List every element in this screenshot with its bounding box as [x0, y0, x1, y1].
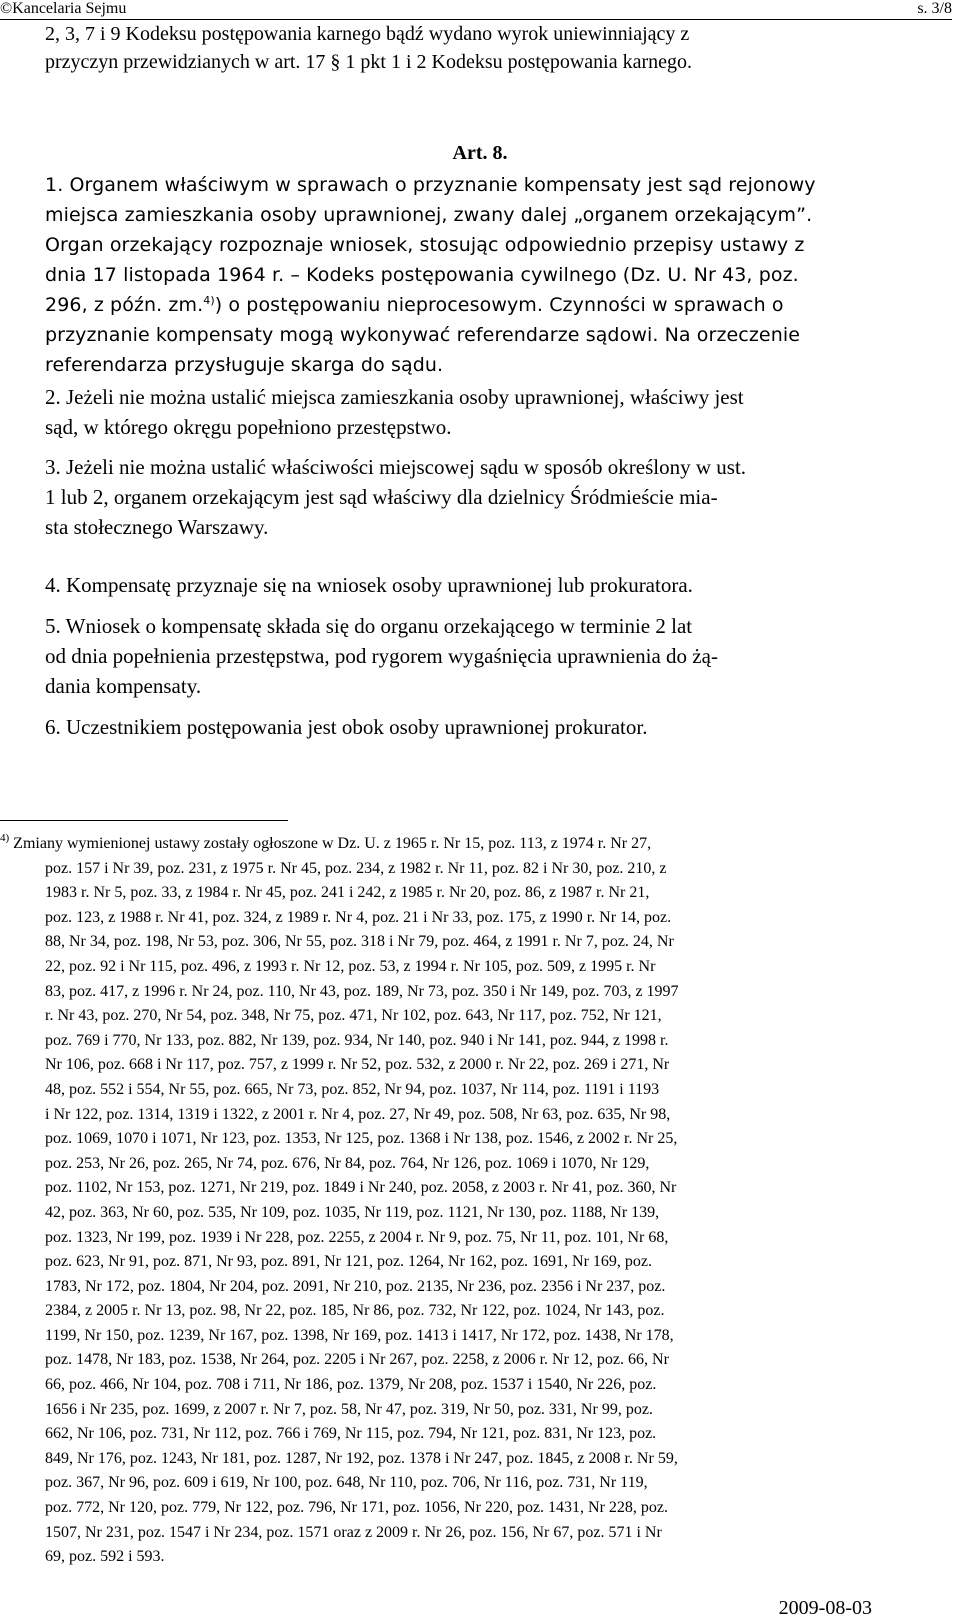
footnote-line: poz. 367, Nr 96, poz. 609 i 619, Nr 100, poz. 648, Nr 110, poz. 706, Nr 116, poz. 731, Nr 119,	[45, 1474, 648, 1492]
footnote-line: poz. 769 i 770, Nr 133, poz. 882, Nr 139, poz. 934, Nr 140, poz. 940 i Nr 141, poz. 944, z 1998 r.	[45, 1031, 669, 1049]
text-line	[45, 290, 900, 320]
paragraph-5	[45, 611, 900, 701]
text-line: dania kompensaty.	[45, 674, 202, 698]
text-line: od dnia popełnienia przestępstwa, pod rygorem wygaśnięcia uprawnienia do żą-	[45, 644, 718, 668]
footnote-line: r. Nr 43, poz. 270, Nr 54, poz. 348, Nr 75, poz. 471, Nr 102, poz. 643, Nr 117, poz. 752, Nr 121,	[45, 1007, 662, 1025]
footnote-line: poz. 1323, Nr 199, poz. 1939 i Nr 228, poz. 2255, z 2004 r. Nr 9, poz. 75, Nr 11, poz. 101, Nr 68,	[45, 1228, 669, 1246]
footnote-first-line	[0, 832, 870, 857]
footnote-line: 48, poz. 552 i 554, Nr 55, poz. 665, Nr 73, poz. 852, Nr 94, poz. 1037, Nr 114, poz. 1191 i 1193	[45, 1080, 660, 1098]
paragraph-6	[45, 712, 900, 742]
footnote-line: poz. 623, Nr 91, poz. 871, Nr 93, poz. 891, Nr 121, poz. 1264, Nr 162, poz. 1691, Nr 169, poz.	[45, 1253, 653, 1271]
footnote-line: i Nr 122, poz. 1314, 1319 i 1322, z 2001 r. Nr 4, poz. 27, Nr 49, poz. 508, Nr 63, poz. 635, Nr 98,	[45, 1105, 671, 1123]
article-title: Art. 8.	[452, 142, 508, 164]
text-line: sta stołecznego Warszawy.	[45, 515, 269, 539]
text-fragment: 296, z późn. zm.	[45, 294, 204, 316]
footnote-line: 1983 r. Nr 5, poz. 33, z 1984 r. Nr 45, poz. 241 i 242, z 1985 r. Nr 20, poz. 86, z 1987 r. Nr 21,	[45, 884, 650, 902]
footnote-line: 1783, Nr 172, poz. 1804, Nr 204, poz. 2091, Nr 210, poz. 2135, Nr 236, poz. 2356 i Nr 237, poz.	[45, 1277, 666, 1295]
text-line: miejsca zamieszkania osoby uprawnionej, zwany dalej „organem orzekającym”.	[45, 204, 813, 226]
text-fragment: ) o postępowaniu nieprocesowym. Czynności w sprawach o	[214, 294, 784, 316]
text-line: 1. Organem właściwym w sprawach o przyznanie kompensaty jest sąd rejonowy	[45, 174, 816, 196]
text-line: referendarza przysługuje skarga do sądu.	[45, 354, 444, 376]
footnote-line: 69, poz. 592 i 593.	[45, 1548, 165, 1566]
footnote	[0, 832, 870, 1570]
page-number: s. 3/8	[917, 0, 952, 17]
text-line: 2. Jeżeli nie można ustalić miejsca zamieszkania osoby uprawnionej, właściwy jest	[45, 385, 744, 409]
text-line: 5. Wniosek o kompensatę składa się do organu orzekającego w terminie 2 lat	[45, 614, 693, 638]
footnote-line: 2384, z 2005 r. Nr 13, poz. 98, Nr 22, poz. 185, Nr 86, poz. 732, Nr 122, poz. 1024, Nr 143, poz.	[45, 1302, 665, 1320]
text-line: dnia 17 listopada 1964 r. – Kodeks postępowania cywilnego (Dz. U. Nr 43, poz.	[45, 264, 799, 286]
footnote-line: poz. 253, Nr 26, poz. 265, Nr 74, poz. 676, Nr 84, poz. 764, Nr 126, poz. 1069 i 1070, Nr 129,	[45, 1154, 650, 1172]
footnote-line: 42, poz. 363, Nr 60, poz. 535, Nr 109, poz. 1035, Nr 119, poz. 1121, Nr 130, poz. 1188, Nr 139,	[45, 1203, 660, 1221]
footnote-line: poz. 123, z 1988 r. Nr 41, poz. 324, z 1989 r. Nr 4, poz. 21 i Nr 33, poz. 175, z 1990 r. Nr 14, poz.	[45, 908, 672, 926]
footnote-text: Zmiany wymienionej ustawy zostały ogłoszone w Dz. U. z 1965 r. Nr 15, poz. 113, z 1974 r. Nr 27,	[9, 835, 652, 852]
footnote-line: 88, Nr 34, poz. 198, Nr 53, poz. 306, Nr 55, poz. 318 i Nr 79, poz. 464, z 1991 r. Nr 7, poz. 24, Nr	[45, 933, 674, 951]
footnote-line: poz. 1102, Nr 153, poz. 1271, Nr 219, poz. 1849 i Nr 240, poz. 2058, z 2003 r. Nr 41, poz. 360, Nr	[45, 1179, 677, 1197]
footnote-line: 83, poz. 417, z 1996 r. Nr 24, poz. 110, Nr 43, poz. 189, Nr 73, poz. 350 i Nr 149, poz. 703, z 1997	[45, 982, 679, 1000]
text-line: przyznanie kompensaty mogą wykonywać referendarze sądowi. Na orzeczenie	[45, 324, 801, 346]
paragraph-2	[45, 382, 900, 442]
footnote-line: poz. 157 i Nr 39, poz. 231, z 1975 r. Nr 45, poz. 234, z 1982 r. Nr 11, poz. 82 i Nr 30, poz. 210, z	[45, 859, 667, 877]
footnote-marker: 4)	[0, 832, 10, 844]
text-line: 2, 3, 7 i 9 Kodeksu postępowania karnego bądź wydano wyrok uniewinniający z	[45, 23, 690, 45]
footnote-line: 1656 i Nr 235, poz. 1699, z 2007 r. Nr 7, poz. 58, Nr 47, poz. 319, Nr 50, poz. 331, Nr 99, poz.	[45, 1400, 653, 1418]
footnote-separator	[0, 820, 288, 821]
text-line: sąd, w którego okręgu popełniono przestępstwo.	[45, 415, 452, 439]
text-line: 6. Uczestnikiem postępowania jest obok osoby uprawnionej prokurator.	[45, 715, 648, 739]
paragraph-3	[45, 452, 900, 542]
footnote-line: 1507, Nr 231, poz. 1547 i Nr 234, poz. 1571 oraz z 2009 r. Nr 26, poz. 156, Nr 67, poz. 571 i Nr	[45, 1523, 662, 1541]
footnote-line: 662, Nr 106, poz. 731, Nr 112, poz. 766 i 769, Nr 115, poz. 794, Nr 121, poz. 831, Nr 123, poz.	[45, 1425, 657, 1443]
paragraph-1	[45, 170, 900, 380]
text-line: 4. Kompensatę przyznaje się na wniosek osoby uprawnionej lub prokuratora.	[45, 573, 693, 597]
footnote-ref: 4)	[203, 294, 215, 307]
footnote-line: poz. 772, Nr 120, poz. 779, Nr 122, poz. 796, Nr 171, poz. 1056, Nr 220, poz. 1431, Nr 228, poz.	[45, 1499, 669, 1517]
footnote-line: poz. 1069, 1070 i 1071, Nr 123, poz. 1353, Nr 125, poz. 1368 i Nr 138, poz. 1546, z 2002 r. Nr 25,	[45, 1130, 678, 1148]
footnote-line: Nr 106, poz. 668 i Nr 117, poz. 757, z 1999 r. Nr 52, poz. 532, z 2000 r. Nr 22, poz. 269 i 271, Nr	[45, 1056, 670, 1074]
text-line: Organ orzekający rozpoznaje wniosek, stosując odpowiednio przepisy ustawy z	[45, 234, 805, 256]
text-line: przyczyn przewidzianych w art. 17 § 1 pkt 1 i 2 Kodeksu postępowania karnego.	[45, 51, 693, 73]
footnote-lines	[0, 857, 870, 1570]
footnote-line: poz. 1478, Nr 183, poz. 1538, Nr 264, poz. 2205 i Nr 267, poz. 2258, z 2006 r. Nr 12, poz. 66, Nr	[45, 1351, 669, 1369]
footnote-line: 1199, Nr 150, poz. 1239, Nr 167, poz. 1398, Nr 169, poz. 1413 i 1417, Nr 172, poz. 1438, Nr 178,	[45, 1326, 674, 1344]
text-line: 3. Jeżeli nie można ustalić właściwości miejscowej sądu w sposób określony w ust.	[45, 455, 747, 479]
footnote-line: 849, Nr 176, poz. 1243, Nr 181, poz. 1287, Nr 192, poz. 1378 i Nr 247, poz. 1845, z 2008 r. Nr 59,	[45, 1449, 678, 1467]
footnote-line: 66, poz. 466, Nr 104, poz. 708 i 711, Nr 186, poz. 1379, Nr 208, poz. 1537 i 1540, Nr 226, poz.	[45, 1376, 657, 1394]
header-source: ©Kancelaria Sejmu	[0, 0, 127, 17]
paragraph-4	[45, 570, 900, 600]
intro-paragraph	[45, 20, 900, 76]
footnote-line: 22, poz. 92 i Nr 115, poz. 496, z 1993 r. Nr 12, poz. 53, z 1994 r. Nr 105, poz. 509, z 1995 r. Nr	[45, 957, 656, 975]
text-line: 1 lub 2, organem orzekającym jest sąd właściwy dla dzielnicy Śródmieście mia-	[45, 485, 718, 509]
footer-date: 2009-08-03	[778, 1597, 872, 1619]
